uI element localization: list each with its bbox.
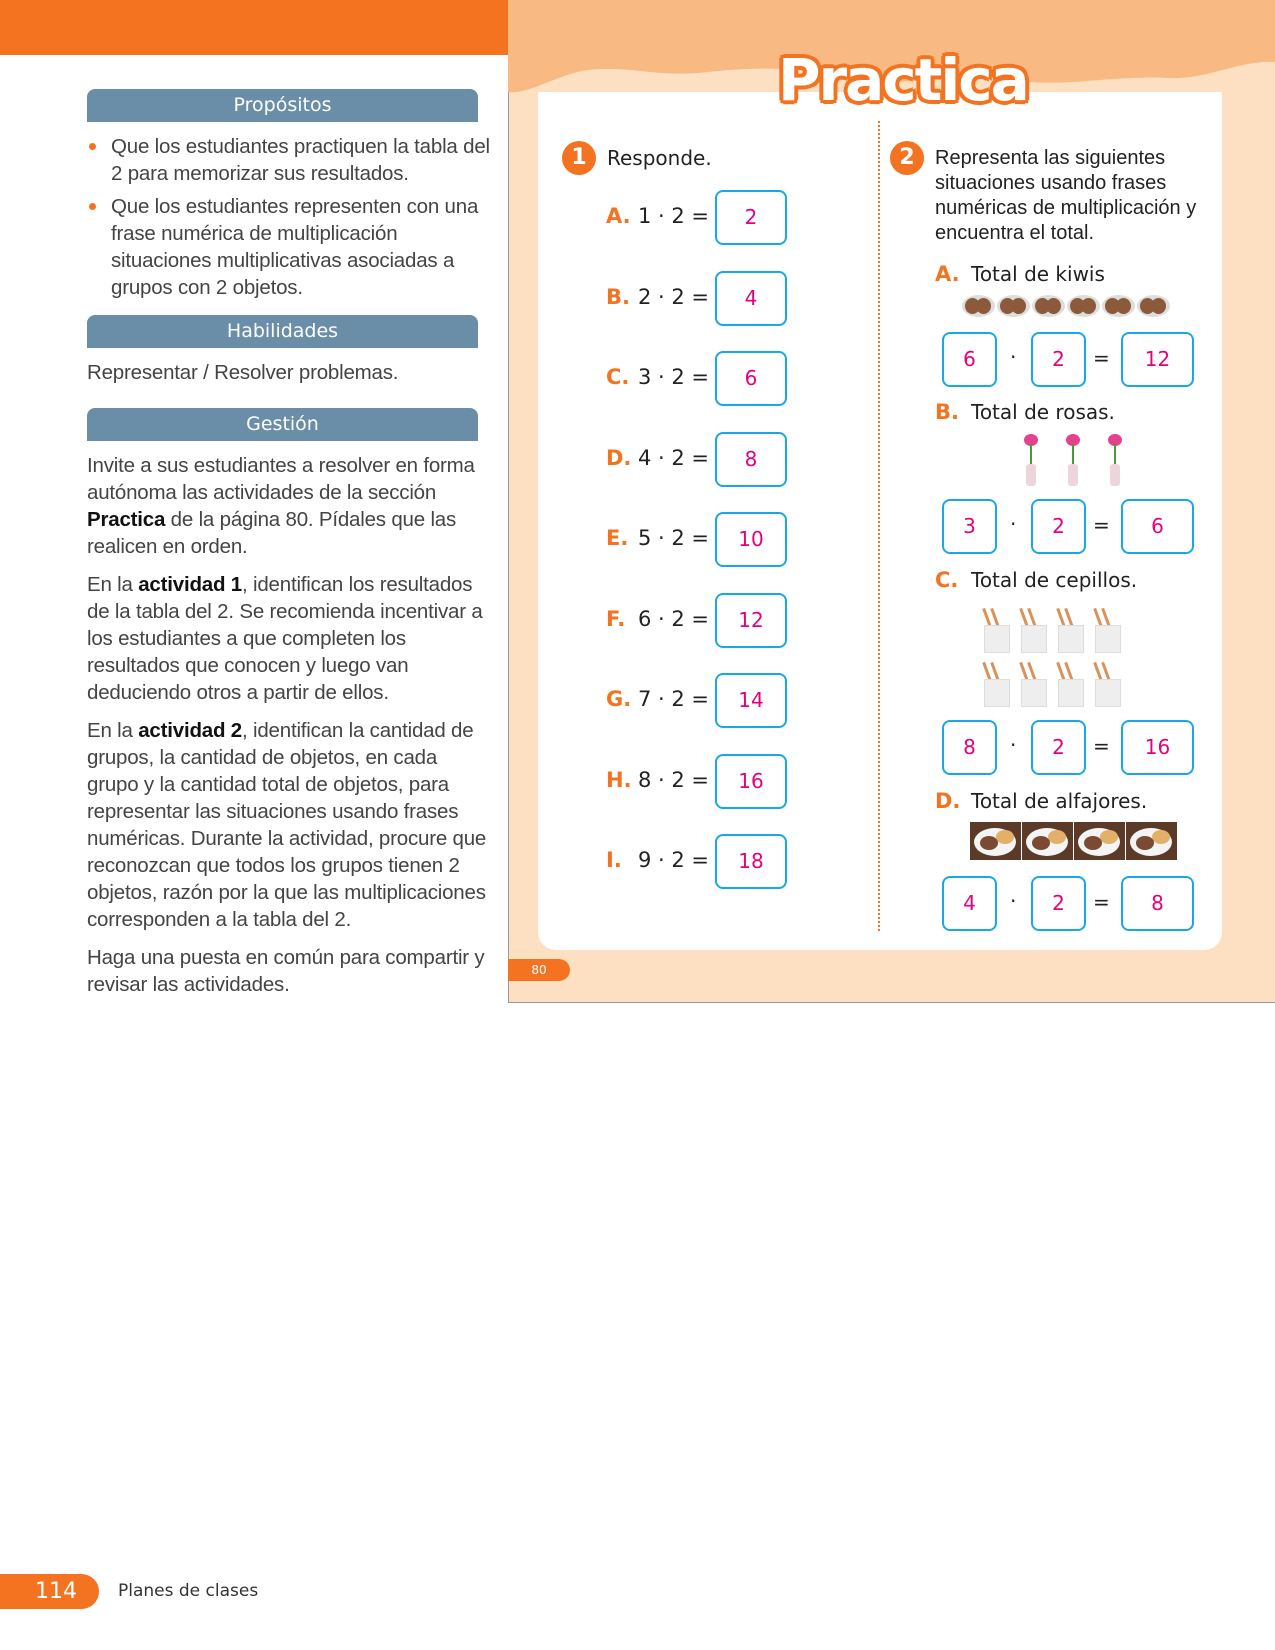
total-box[interactable]: 16	[1121, 720, 1194, 775]
multiplication-expression: 8 · 2 =	[638, 767, 710, 792]
footer-page-number: 114	[0, 1574, 99, 1609]
multiply-dot: ·	[1010, 733, 1017, 757]
row-label: A.	[606, 204, 631, 228]
lesson-plan-column	[87, 89, 492, 1012]
gestion-text: Invite a sus estudiantes a resolver en forma autónoma las actividades de la sección Practica de la página 80. Pídales que las realicen en orden. En la actividad 1, identifican los resultados de la tabla del 2. Se recomienda incentivar a los estudiantes a que completen los resultados que conocen y luego van deduciendo otros a partir de ellos. En la actividad 2, identifican la cantidad de grupos, la cantidad de objetos, en cada grupo y la cantidad total de objetos, para representar las situaciones usando frases numéricas. Durante la actividad, procure que reconozcan que todos los grupos tienen 2 objetos, razón por la que las multiplicaciones corresponden a la tabla del 2. Haga una puesta en común para compartir y revisar las actividades.	[87, 454, 487, 996]
row-label: I.	[606, 848, 622, 872]
practice-title: Practica	[778, 46, 1028, 114]
answer-box[interactable]: 12	[715, 593, 787, 648]
item-title: Total de cepillos.	[971, 568, 1138, 592]
multiplication-expression: 9 · 2 =	[638, 848, 710, 872]
multiply-dot: ·	[1010, 512, 1017, 536]
exercise-2-number: 2	[890, 141, 924, 175]
top-bar	[0, 0, 508, 55]
answer-box[interactable]: 10	[715, 512, 787, 567]
propositos-header: Propósitos	[87, 89, 478, 122]
multiplication-expression: 1 · 2 =	[638, 204, 710, 228]
answer-box[interactable]: 8	[715, 432, 787, 487]
habilidades-text: Representar / Resolver problemas.	[87, 361, 399, 384]
total-box[interactable]: 12	[1121, 332, 1194, 387]
objects-box[interactable]: 2	[1031, 720, 1086, 775]
answer-box[interactable]: 16	[715, 754, 787, 809]
column-divider	[878, 121, 880, 931]
multiplication-expression: 6 · 2 =	[638, 606, 710, 631]
groups-box[interactable]: 6	[942, 332, 997, 387]
item-title: Total de rosas.	[971, 400, 1115, 424]
total-box[interactable]: 8	[1121, 876, 1194, 931]
objects-box[interactable]: 2	[1031, 332, 1086, 387]
objects-box[interactable]: 2	[1031, 499, 1086, 554]
item-title: Total de alfajores.	[971, 789, 1148, 813]
list-item: Que los estudiantes practiquen la tabla del 2 para memorizar sus resultados.	[87, 133, 492, 187]
kiwis-image	[962, 295, 1172, 321]
item-label: D.	[935, 789, 961, 813]
item-label: B.	[935, 400, 959, 424]
gestion-header: Gestión	[87, 408, 478, 441]
groups-box[interactable]: 8	[942, 720, 997, 775]
item-label: C.	[935, 568, 959, 592]
exercise-1-prompt: Responde.	[607, 146, 712, 170]
row-label: C.	[606, 365, 630, 389]
footer-text: Planes de clases	[118, 1581, 259, 1601]
multiplication-expression: 2 · 2 =	[638, 284, 710, 309]
list-item: Que los estudiantes representen con una frase numérica de multiplicación situaciones multiplicativas asociadas a grupos con 2 objetos.	[87, 193, 492, 301]
alfajores-image	[970, 822, 1178, 864]
row-label: H.	[606, 767, 632, 792]
toothbrushes-image	[978, 605, 1138, 713]
item-label: A.	[935, 262, 960, 286]
equals-sign: =	[1093, 890, 1110, 914]
row-label: E.	[606, 526, 629, 550]
answer-box[interactable]: 6	[715, 351, 787, 406]
row-label: F.	[606, 606, 626, 631]
propositos-list	[87, 133, 492, 301]
multiplication-expression: 7 · 2 =	[638, 687, 710, 711]
answer-box[interactable]: 14	[715, 673, 787, 728]
row-label: D.	[606, 445, 632, 470]
equals-sign: =	[1093, 346, 1110, 370]
roses-image	[1010, 434, 1136, 490]
item-title: Total de kiwis	[971, 262, 1105, 286]
answer-box[interactable]: 4	[715, 271, 787, 326]
equals-sign: =	[1093, 513, 1110, 537]
habilidades-header: Habilidades	[87, 315, 478, 348]
row-label: B.	[606, 284, 630, 309]
exercise-1-number: 1	[562, 141, 596, 175]
row-label: G.	[606, 687, 632, 711]
page-number-80: 80	[508, 959, 570, 981]
total-box[interactable]: 6	[1121, 499, 1194, 554]
multiply-dot: ·	[1010, 345, 1017, 369]
groups-box[interactable]: 3	[942, 499, 997, 554]
groups-box[interactable]: 4	[942, 876, 997, 931]
equals-sign: =	[1093, 734, 1110, 758]
exercise-2-prompt: Representa las siguientes situaciones usando frases numéricas de multiplicación y encuentra el total.	[935, 147, 1197, 244]
multiplication-expression: 3 · 2 =	[638, 365, 710, 389]
objects-box[interactable]: 2	[1031, 876, 1086, 931]
multiply-dot: ·	[1010, 889, 1017, 913]
multiplication-expression: 5 · 2 =	[638, 526, 710, 550]
answer-box[interactable]: 18	[715, 834, 787, 889]
answer-box[interactable]: 2	[715, 190, 787, 245]
multiplication-expression: 4 · 2 =	[638, 445, 710, 470]
